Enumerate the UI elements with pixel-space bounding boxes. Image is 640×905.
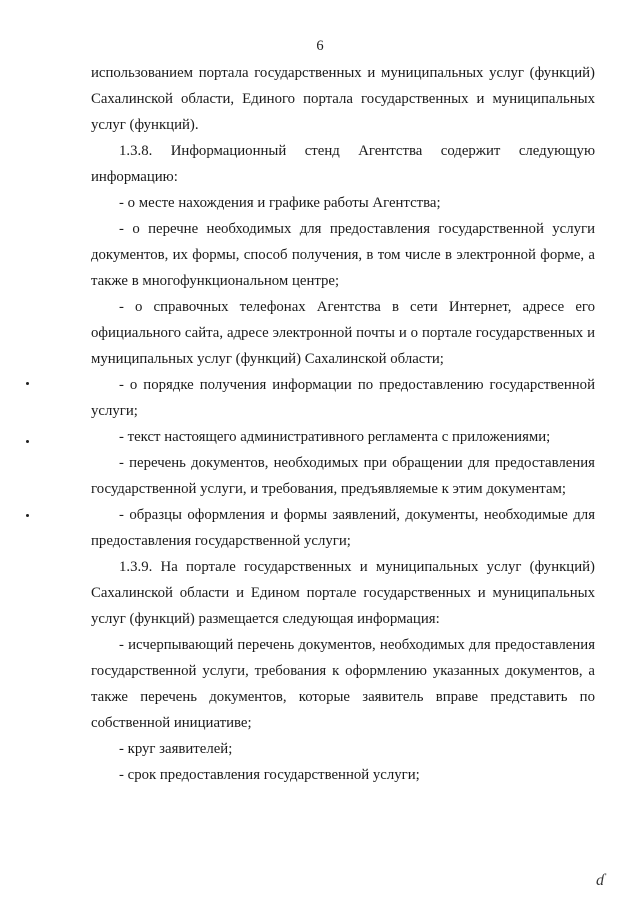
margin-speck (26, 514, 29, 517)
list-item-location: - о месте нахождения и графике работы Агентства; (119, 195, 441, 211)
list-item-phones: - о справочных телефонах Агентства в сети Интернет, адресе его официального сайта, адресе электронной почты и о портале государственных и муниципальных услуг (функций) Сахалинской области; (91, 299, 595, 367)
list-item-info-order: - о порядке получения информации по предоставлению государственной услуги; (91, 377, 595, 419)
list-item-applicants: - круг заявителей; (119, 741, 233, 757)
page-number: 6 (316, 38, 324, 54)
list-item-exhaustive-list: - исчерпывающий перечень документов, необходимых для предоставления государственной услуги, требования к оформлению указанных документов, а также перечень документов, которые заявитель вправе представить по собственной инициативе; (91, 637, 595, 731)
list-item-documents: - о перечне необходимых для предоставления государственной услуги документов, их формы, способ получения, в том числе в электронной форме, а также в многофункциональном центре; (91, 221, 595, 289)
paragraph-1-3-9: 1.3.9. На портале государственных и муниципальных услуг (функций) Сахалинской области и Едином портале государственных и муниципальных услуг (функций) размещается следующая информация: (91, 559, 595, 627)
document-body (91, 60, 595, 788)
list-item-regulation-text: - текст настоящего административного регламента с приложениями; (119, 429, 551, 445)
margin-speck (26, 382, 29, 385)
list-item-forms: - образцы оформления и формы заявлений, документы, необходимые для предоставления государственной услуги; (91, 507, 595, 549)
corner-handwritten-mark: ɗ (596, 872, 604, 889)
paragraph-1-3-8: 1.3.8. Информационный стенд Агентства содержит следующую информацию: (91, 143, 595, 185)
list-item-document-list: - перечень документов, необходимых при обращении для предоставления государственной услуги, и требования, предъявляемые к этим документам; (91, 455, 595, 497)
paragraph-continuation: использованием портала государственных и муниципальных услуг (функций) Сахалинской области, Единого портала государственных и муниципальных услуг (функций). (91, 65, 595, 133)
list-item-term: - срок предоставления государственной услуги; (119, 767, 420, 783)
margin-speck (26, 440, 29, 443)
